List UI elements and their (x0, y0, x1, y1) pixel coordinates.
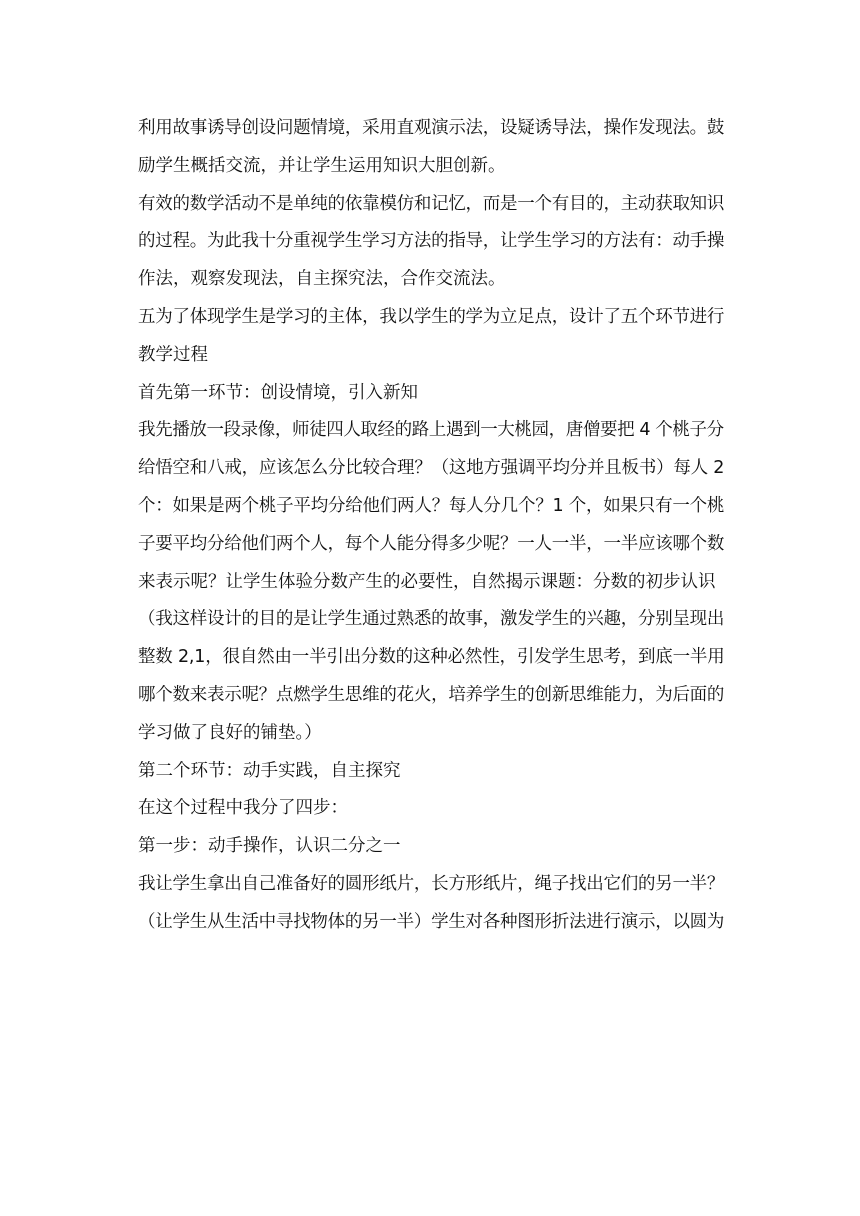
text-line: 学习做了良好的铺垫。） (138, 722, 322, 743)
text-line: 在这个过程中我分了四步： (138, 798, 348, 819)
text-line: （让学生从生活中寻找物体的另一半）学生对各种图形折法进行演示，以圆为 (138, 911, 725, 932)
text-line: 利用故事诱导创设问题情境，采用直观演示法，设疑诱导法，操作发现法。鼓 (138, 118, 725, 138)
section-heading: 首先第一环节：创设情境，引入新知 (138, 382, 418, 403)
text-line: 我先播放一段录像，师徒四人取经的路上遇到一大桃园，唐僧要把 4 个桃子分 (138, 420, 724, 441)
text-line: 作法，观察发现法，自主探究法，合作交流法。 (138, 269, 506, 290)
text-line: 子要平均分给他们两个人，每个人能分得多少呢？一人一半，一半应该哪个数 (138, 533, 725, 554)
text-line: 五为了体现学生是学习的主体，我以学生的学为立足点，设计了五个环节进行 (138, 306, 725, 327)
text-line: 整数 2,1，很自然由一半引出分数的这种必然性，引发学生思考，到底一半用 (138, 647, 725, 668)
text-line: 个：如果是两个桃子平均分给他们两人？每人分几个？1 个，如果只有一个桃 (138, 495, 725, 516)
document-body (138, 110, 724, 942)
step-heading: 第一步：动手操作，认识二分之一 (138, 836, 401, 857)
text-line: 励学生概括交流，并让学生运用知识大胆创新。 (138, 155, 506, 176)
text-line: 有效的数学活动不是单纯的依靠模仿和记忆，而是一个有目的，主动获取知识 (138, 193, 725, 214)
text-line: 教学过程 (138, 344, 208, 365)
section-heading: 第二个环节：动手实践，自主探究 (138, 760, 401, 781)
text-line: 的过程。为此我十分重视学生学习方法的指导，让学生学习的方法有：动手操 (138, 231, 725, 252)
text-line: （我这样设计的目的是让学生通过熟悉的故事，激发学生的兴趣，分别呈现出 (138, 609, 725, 630)
text-line: 哪个数来表示呢？点燃学生思维的花火，培养学生的创新思维能力，为后面的 (138, 684, 725, 705)
text-line: 我让学生拿出自己准备好的圆形纸片，长方形纸片，绳子找出它们的另一半？ (138, 873, 725, 894)
text-line: 来表示呢？让学生体验分数产生的必要性，自然揭示课题：分数的初步认识 (138, 571, 716, 592)
text-line: 给悟空和八戒，应该怎么分比较合理？（这地方强调平均分并且板书）每人 2 (138, 458, 725, 479)
